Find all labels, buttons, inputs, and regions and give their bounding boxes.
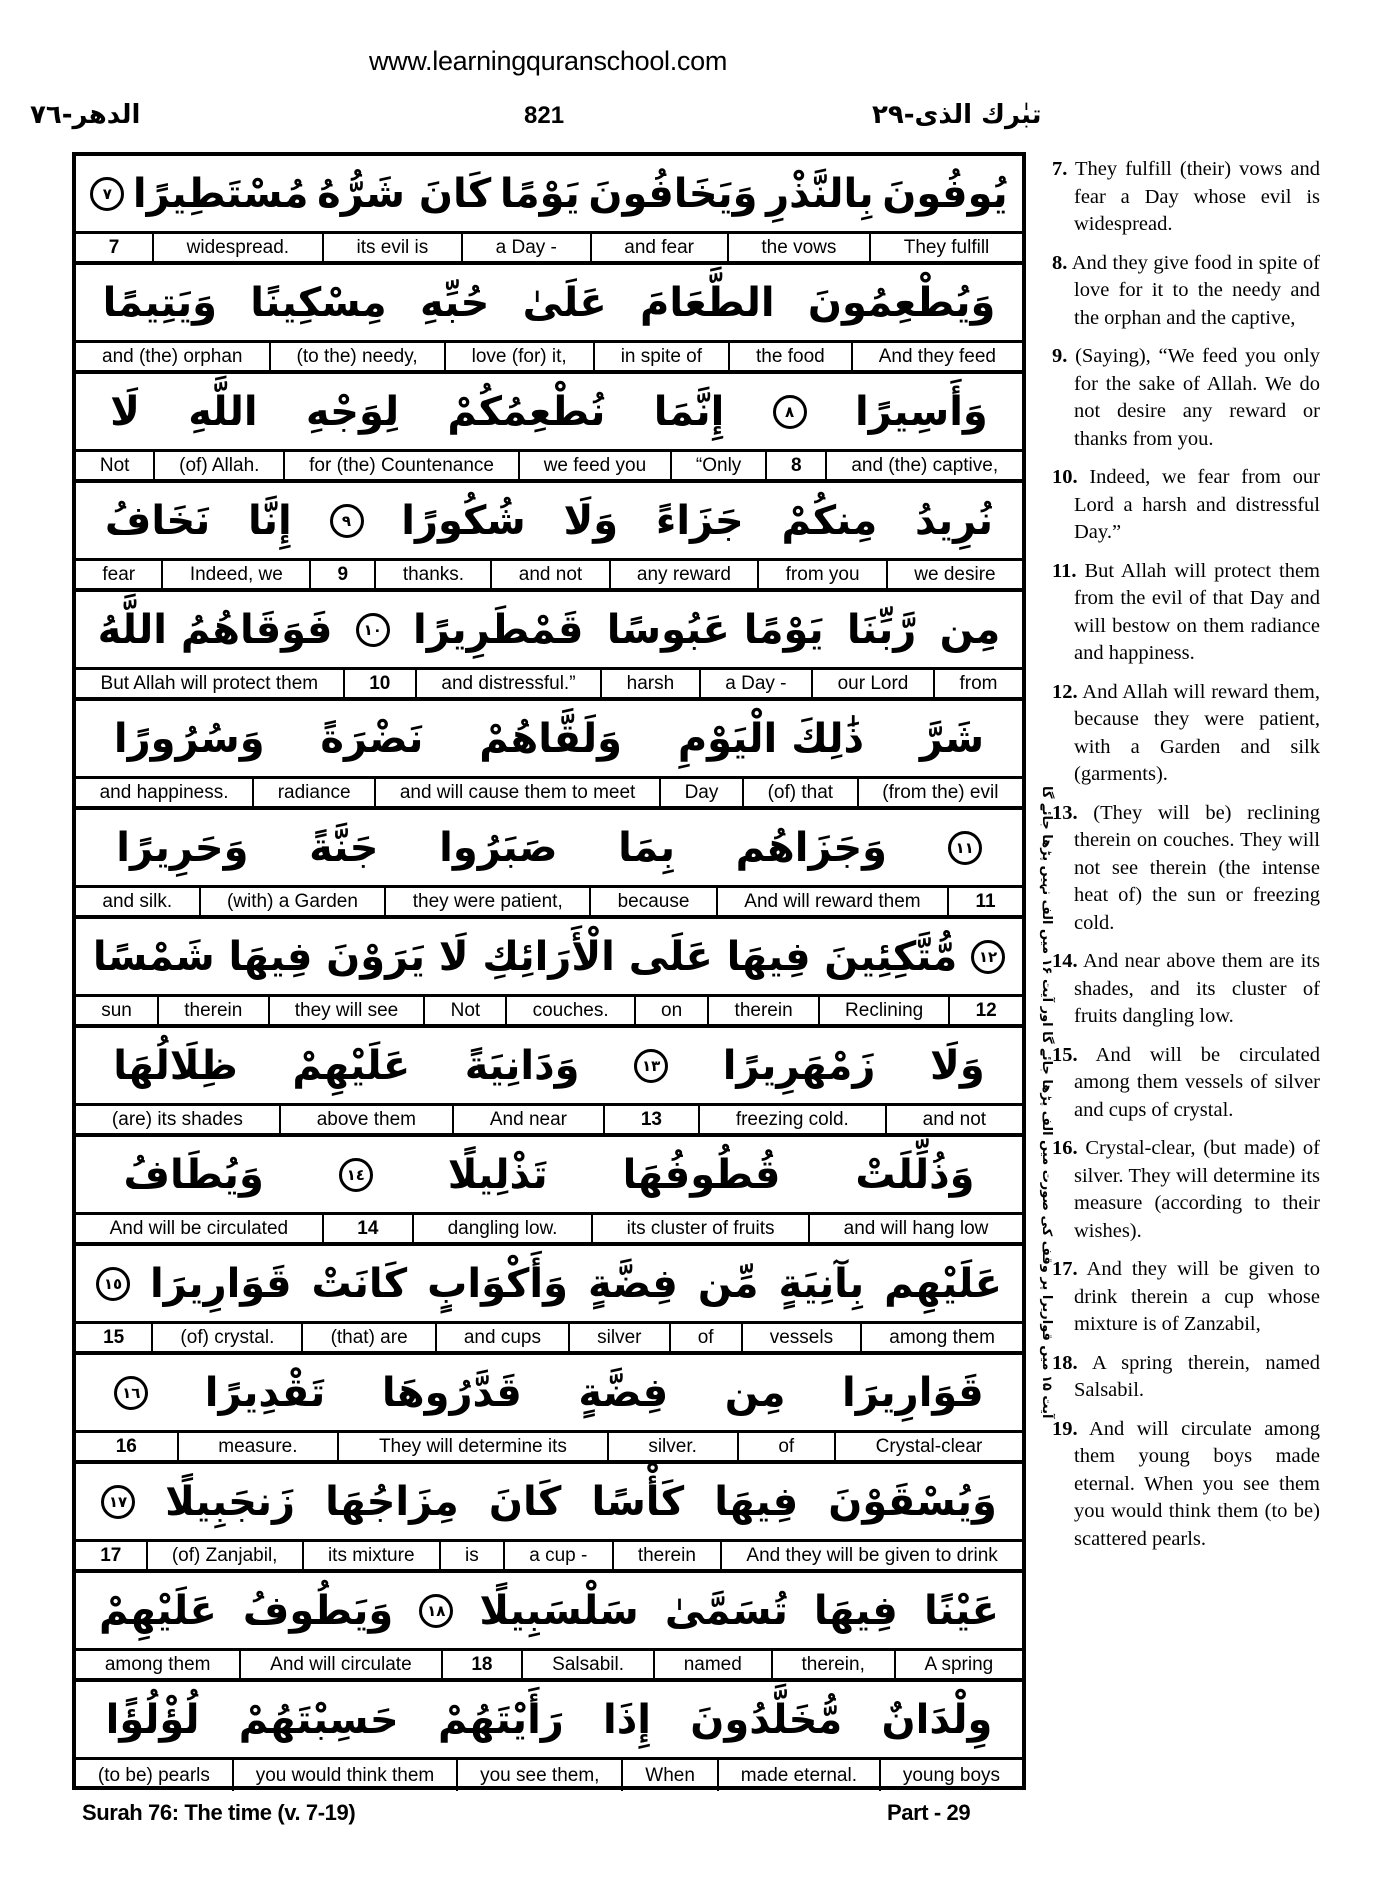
arabic-word: إِنَّمَا <box>653 388 725 435</box>
ayah-number-marker: ١٠ <box>356 613 390 647</box>
english-gloss-cell: And will circulate <box>241 1651 442 1678</box>
english-gloss-cell: sun <box>76 997 159 1024</box>
english-gloss-cell: made eternal. <box>719 1760 881 1791</box>
verse-number: 17. <box>1052 1258 1078 1280</box>
english-gloss-cell: radiance <box>254 779 376 806</box>
english-gloss-cell: harsh <box>602 670 701 697</box>
verse-number-cell: 11 <box>975 890 996 912</box>
arabic-row <box>76 374 1022 452</box>
translation-verse <box>1052 1350 1320 1405</box>
english-gloss-cell: (with) a Garden <box>201 888 387 915</box>
english-gloss-cell: our Lord <box>813 670 935 697</box>
english-row <box>76 670 1022 701</box>
arabic-word: عَلَيْهِمْ <box>292 1042 411 1089</box>
english-gloss-cell: measure. <box>179 1433 340 1460</box>
arabic-row <box>76 265 1022 343</box>
arabic-word: كَانَ شَرُّهُ <box>317 170 492 217</box>
verse-text: And they will be given to drink therein a cup whose mixture is of Zanzabil, <box>1074 1258 1320 1335</box>
translation-verse <box>1052 1135 1320 1245</box>
english-gloss-cell: (of) Allah. <box>155 452 285 479</box>
english-gloss-cell: its evil is <box>324 234 463 261</box>
verse-text: (They will be) reclining therein on couches. They will not see therein (the intense heat of) the sun or freezing cold. <box>1074 801 1320 934</box>
arabic-word: وِلْدَانٌ <box>881 1696 993 1743</box>
english-gloss-cell: and silk. <box>76 888 201 915</box>
english-row <box>76 1651 1022 1682</box>
word-by-word-table <box>72 152 1026 1790</box>
arabic-word: وَلَا <box>930 1042 985 1089</box>
english-gloss-cell: fear <box>76 561 163 588</box>
arabic-word: لُؤْلُؤًا <box>105 1696 200 1743</box>
ayah-number-marker: ١٤ <box>339 1158 373 1192</box>
arabic-word: قَوَارِيرَا <box>149 1260 292 1307</box>
english-gloss-cell: you would think them <box>234 1760 458 1791</box>
verse-text: Crystal-clear, (but made) of silver. They will determine its measure (according to their wishes). <box>1074 1137 1320 1242</box>
english-gloss-cell: you see them, <box>458 1760 623 1791</box>
english-gloss-cell: and distressful.” <box>417 670 602 697</box>
english-gloss-cell: among them <box>76 1651 241 1678</box>
verse-number: 13. <box>1052 801 1078 824</box>
english-gloss-cell: of <box>671 1324 743 1351</box>
arabic-word: نَخَافُ <box>104 497 211 544</box>
english-gloss-cell: among them <box>889 1326 995 1348</box>
arabic-word: قَوَارِيرَا <box>842 1369 984 1416</box>
verse-number-cell: 13 <box>605 1106 700 1133</box>
arabic-word: يُوفُونَ <box>882 170 1008 217</box>
arabic-word: وَيَطُوفُ <box>242 1587 394 1634</box>
translation-verse <box>1052 1042 1320 1125</box>
english-gloss-cell: widespread. <box>154 234 324 261</box>
ayah-number-marker: ٨ <box>773 395 807 429</box>
footer-surah-label: Surah 76: The time (v. 7-19) <box>82 1800 356 1825</box>
arabic-row <box>76 1246 1022 1324</box>
arabic-word: لِوَجْهِ <box>305 388 400 435</box>
arabic-word: فِضَّةٍ <box>587 1260 678 1307</box>
english-gloss-cell: (of) Zanjabil, <box>148 1542 304 1569</box>
arabic-word: جَنَّةً <box>309 824 379 871</box>
english-gloss-cell: And they will be given to drink <box>746 1544 998 1566</box>
translation-verse <box>1052 1416 1320 1554</box>
arabic-word: وَسُرُورًا <box>113 715 265 762</box>
english-gloss-cell: vessels <box>743 1324 863 1351</box>
arabic-word: فِيهَا <box>726 933 811 980</box>
arabic-row <box>76 592 1022 670</box>
english-row <box>76 1215 1022 1246</box>
arabic-word: عَلَىٰ <box>522 279 607 326</box>
arabic-row <box>76 1028 1022 1106</box>
arabic-word: بِآنِيَةٍ <box>778 1260 865 1307</box>
arabic-word: وَدَانِيَةً <box>464 1042 580 1089</box>
translation-verse <box>1052 948 1320 1031</box>
verse-number-cell: 7 <box>76 234 154 261</box>
english-gloss-cell: its cluster of fruits <box>593 1215 810 1242</box>
ayah-number-marker: ١٨ <box>419 1594 453 1628</box>
arabic-word: وَحَرِيرًا <box>116 824 249 871</box>
arabic-row <box>76 483 1022 561</box>
arabic-word: نَضْرَةً <box>320 715 424 762</box>
english-gloss-cell: and cups <box>437 1324 570 1351</box>
translation-verse <box>1052 800 1320 938</box>
verse-text: They fulfill (their) vows and fear a Day whose evil is widespread. <box>1074 158 1320 235</box>
verse-number: 16. <box>1052 1137 1078 1159</box>
english-gloss-cell: a cup - <box>505 1542 614 1569</box>
verse-number: 12. <box>1052 680 1078 703</box>
english-gloss-cell: from <box>959 672 998 694</box>
arabic-word: وَلَقَّاهُمْ <box>479 715 622 762</box>
arabic-word: عَلَيْهِمْ <box>99 1587 217 1634</box>
arabic-word: شُكُورًا <box>401 497 526 544</box>
arabic-word: فِضَّةٍ <box>578 1369 669 1416</box>
verse-number: 9. <box>1052 345 1068 367</box>
english-gloss-cell: is <box>441 1542 505 1569</box>
arabic-row <box>76 701 1022 779</box>
translation-verse <box>1052 250 1320 333</box>
ayah-number-marker: ٩ <box>330 504 364 538</box>
english-gloss-cell: and will cause them to meet <box>376 779 661 806</box>
english-gloss-cell: above them <box>281 1106 454 1133</box>
verse-number-cell: 14 <box>324 1215 414 1242</box>
arabic-row <box>76 1137 1022 1215</box>
english-gloss-cell: and (the) captive, <box>851 454 999 476</box>
english-gloss-cell: and not <box>922 1108 987 1130</box>
verse-number-cell: 10 <box>345 670 417 697</box>
verse-number: 19. <box>1052 1417 1078 1440</box>
english-gloss-cell: any reward <box>611 561 760 588</box>
english-gloss-cell: silver. <box>609 1433 739 1460</box>
margin-note-arabic: آیت ۱۵ میں قواریرا پر وقف کی صورت میں الف پڑھا جائے گا اور آیت ۱۶ میں الف نہیں پڑھا جائے گا <box>1039 785 1054 1418</box>
arabic-row <box>76 156 1022 234</box>
juz-name-arabic: تبٰرك الذى-٢٩ <box>872 100 1042 130</box>
english-row <box>76 888 1022 919</box>
english-gloss-cell: (to the) needy, <box>271 343 446 370</box>
english-gloss-cell: and not <box>492 561 610 588</box>
english-row <box>76 1760 1022 1791</box>
english-row <box>76 1324 1022 1355</box>
arabic-word: مِنكُمْ <box>781 497 878 544</box>
arabic-word: حُبِّهِ <box>419 279 490 326</box>
verse-number-cell: 17 <box>76 1542 148 1569</box>
arabic-row <box>76 810 1022 888</box>
arabic-word: مِن <box>939 606 1001 653</box>
verse-number-cell: 18 <box>443 1651 524 1678</box>
arabic-word: مُّتَّكِئِينَ <box>824 933 958 980</box>
arabic-word: شَمْسًا <box>92 933 215 980</box>
arabic-word: مِّن <box>697 1260 759 1307</box>
english-gloss-cell: (of) crystal. <box>153 1324 303 1351</box>
english-gloss-cell: couches. <box>507 997 635 1024</box>
arabic-word: نُطْعِمُكُمْ <box>447 388 606 435</box>
arabic-word: وَأَكْوَابٍ <box>427 1260 568 1307</box>
arabic-word: اللَّهِ <box>188 388 258 435</box>
english-gloss-cell: and will hang low <box>843 1217 989 1239</box>
english-gloss-cell: on <box>636 997 710 1024</box>
arabic-word: مُسْتَطِيرًا <box>132 170 309 217</box>
arabic-word: وَذُلِّلَتْ <box>855 1151 975 1198</box>
english-gloss-cell: (are) its shades <box>76 1106 281 1133</box>
english-row <box>76 997 1022 1028</box>
arabic-word: قَدَّرُوهَا <box>381 1369 522 1416</box>
arabic-word: كَانَ <box>488 1478 562 1525</box>
arabic-row <box>76 1682 1022 1760</box>
english-gloss-cell: they were patient, <box>386 888 591 915</box>
arabic-word: صَبَرُوا <box>439 824 558 871</box>
arabic-word: بِمَا <box>618 824 676 871</box>
surah-name-arabic: الدھر-٧٦ <box>30 100 141 130</box>
arabic-word: تَذْلِيلًا <box>447 1151 548 1198</box>
verse-number: 7. <box>1052 158 1068 180</box>
arabic-word: يَوْمًا عَبُوسًا <box>606 606 824 653</box>
english-gloss-cell: (of) that <box>744 779 859 806</box>
ayah-number-marker: ١٣ <box>634 1049 668 1083</box>
english-gloss-cell: from you <box>759 561 888 588</box>
arabic-word: بِالنَّذْرِ <box>766 170 874 217</box>
english-row <box>76 452 1022 483</box>
english-gloss-cell: A spring <box>924 1653 994 1675</box>
english-gloss-cell: And will reward them <box>718 888 949 915</box>
arabic-word: يَوْمًا <box>499 170 580 217</box>
english-gloss-cell: Not <box>76 452 155 479</box>
arabic-word: إِنَّا <box>247 497 292 544</box>
arabic-word: وَلَا <box>563 497 619 544</box>
page-number: 821 <box>524 102 565 129</box>
site-url: www.learningquranschool.com <box>368 46 728 76</box>
arabic-word: مُّخَلَّدُونَ <box>690 1696 843 1743</box>
verse-number: 14. <box>1052 950 1078 972</box>
arabic-word: مِزَاجُهَا <box>325 1478 459 1525</box>
english-gloss-cell: the vows <box>729 234 871 261</box>
translation-verse <box>1052 343 1320 453</box>
arabic-word: إِذَا <box>603 1696 651 1743</box>
arabic-word: مِن <box>724 1369 786 1416</box>
verse-text: And will circulate among them young boys made eternal. When you see them you would think them (to be) scattered pearls. <box>1074 1417 1320 1550</box>
arabic-word: ظِلَالُهَا <box>113 1042 238 1089</box>
arabic-word: شَرَّ <box>919 715 985 762</box>
english-gloss-cell: and fear <box>592 234 729 261</box>
english-gloss-cell: Reclining <box>820 997 951 1024</box>
arabic-word: نُرِيدُ <box>915 497 994 544</box>
english-row <box>76 779 1022 810</box>
english-gloss-cell: When <box>623 1760 719 1791</box>
english-gloss-cell: They fulfill <box>903 236 990 258</box>
verse-number-cell: 15 <box>76 1324 153 1351</box>
arabic-word: وَيُطْعِمُونَ <box>807 279 996 326</box>
arabic-word: فِيهَا <box>228 933 313 980</box>
arabic-word: عَيْنًا <box>923 1587 999 1634</box>
verse-text: And they give food in spite of love for it to the needy and the orphan and the captive, <box>1071 251 1320 329</box>
english-gloss-cell: they will see <box>270 997 426 1024</box>
footer-part-label: Part - 29 <box>887 1800 971 1825</box>
arabic-word: عَلَى الْأَرَائِكِ <box>482 933 713 980</box>
arabic-word: قَمْطَرِيرًا <box>412 606 584 653</box>
english-gloss-cell: therein <box>614 1542 723 1569</box>
english-gloss-cell: in spite of <box>595 343 730 370</box>
arabic-row <box>76 1573 1022 1651</box>
ayah-number-marker: ١٦ <box>114 1376 148 1410</box>
arabic-word: مِسْكِينًا <box>250 279 387 326</box>
arabic-row <box>76 1355 1022 1433</box>
verse-number-cell: 9 <box>311 561 376 588</box>
arabic-word: سَلْسَبِيلًا <box>479 1587 639 1634</box>
english-gloss-cell: Salsabil. <box>523 1651 655 1678</box>
arabic-word: كَأْسًا <box>591 1478 685 1525</box>
english-gloss-cell: of <box>739 1433 836 1460</box>
arabic-word: وَيَتِيمًا <box>102 279 217 326</box>
ayah-number-marker: ١٧ <box>101 1485 135 1519</box>
english-gloss-cell: And they feed <box>878 345 996 367</box>
english-gloss-cell: silver <box>570 1324 671 1351</box>
arabic-word: زَنجَبِيلًا <box>165 1478 296 1525</box>
english-row <box>76 1433 1022 1464</box>
arabic-word: رَأَيْتَهُمْ <box>437 1696 564 1743</box>
english-gloss-cell: Crystal-clear <box>875 1435 983 1457</box>
arabic-word: جَزَاءً <box>655 497 744 544</box>
english-gloss-cell: (that) are <box>303 1324 436 1351</box>
english-gloss-cell: And will be circulated <box>76 1215 324 1242</box>
ayah-number-marker: ١٥ <box>96 1267 130 1301</box>
verse-number-cell: 16 <box>76 1433 179 1460</box>
translation-column <box>1052 156 1320 1564</box>
translation-verse <box>1052 558 1320 668</box>
arabic-word: رَّبِّنَا <box>846 606 917 653</box>
english-gloss-cell: the food <box>730 343 853 370</box>
english-gloss-cell: a Day - <box>701 670 813 697</box>
ayah-number-marker: ٧ <box>90 177 124 211</box>
english-gloss-cell: a Day - <box>463 234 592 261</box>
verse-text: (Saying), “We feed you only for the sake of Allah. We do not desire any reward or thanks from you. <box>1074 345 1320 450</box>
verse-text: And Allah will reward them, because they were patient, with a Garden and silk (garments). <box>1074 680 1320 785</box>
arabic-row <box>76 1464 1022 1542</box>
arabic-word: وَأَسِيرًا <box>854 388 988 435</box>
english-gloss-cell: we feed you <box>520 452 672 479</box>
ayah-number-marker: ١٢ <box>971 940 1005 974</box>
verse-number: 15. <box>1052 1043 1078 1066</box>
english-gloss-cell: we desire <box>914 563 996 585</box>
english-gloss-cell: (to be) pearls <box>76 1760 234 1791</box>
english-gloss-cell: love (for) it, <box>446 343 595 370</box>
verse-number: 11. <box>1052 559 1077 582</box>
english-row <box>76 234 1022 265</box>
arabic-word: ذَٰلِكَ الْيَوْمِ <box>677 715 864 762</box>
english-gloss-cell: its mixture <box>304 1542 441 1569</box>
english-gloss-cell: therein <box>159 997 270 1024</box>
verse-text: And near above them are its shades, and its cluster of fruits dangling low. <box>1074 950 1320 1027</box>
english-gloss-cell: They will determine its <box>339 1433 608 1460</box>
arabic-word: فِيهَا <box>714 1478 799 1525</box>
english-row <box>76 561 1022 592</box>
arabic-word: تَقْدِيرًا <box>204 1369 326 1416</box>
translation-verse <box>1052 464 1320 547</box>
verse-number-cell: 12 <box>975 999 997 1021</box>
english-gloss-cell: named <box>655 1651 773 1678</box>
verse-text: And will be circulated among them vessels of silver and cups of crystal. <box>1074 1043 1320 1121</box>
english-gloss-cell: Not <box>425 997 507 1024</box>
english-gloss-cell: and (the) orphan <box>76 343 271 370</box>
english-gloss-cell: for (the) Countenance <box>285 452 520 479</box>
english-gloss-cell: (from the) evil <box>882 781 999 803</box>
arabic-word: حَسِبْتَهُمْ <box>238 1696 399 1743</box>
english-gloss-cell: thanks. <box>376 561 492 588</box>
english-gloss-cell: and happiness. <box>76 779 254 806</box>
arabic-word: تُسَمَّىٰ <box>664 1587 788 1634</box>
arabic-word: وَيُسْقَوْنَ <box>828 1478 997 1525</box>
english-gloss-cell: And near <box>454 1106 605 1133</box>
arabic-word: وَيَخَافُونَ <box>588 170 758 217</box>
english-gloss-cell: young boys <box>902 1764 1001 1786</box>
english-gloss-cell: Day <box>661 779 744 806</box>
arabic-word: عَلَيْهِم <box>884 1260 1002 1307</box>
english-gloss-cell: therein <box>709 997 820 1024</box>
english-row <box>76 1542 1022 1573</box>
english-gloss-cell: therein, <box>773 1651 896 1678</box>
english-gloss-cell: dangling low. <box>414 1215 593 1242</box>
english-gloss-cell: But Allah will protect them <box>76 670 345 697</box>
arabic-word: يَرَوْنَ <box>326 933 426 980</box>
english-gloss-cell: freezing cold. <box>700 1106 887 1133</box>
english-gloss-cell: Indeed, we <box>163 561 311 588</box>
arabic-word: لَا <box>110 388 140 435</box>
verse-number: 8. <box>1052 251 1068 274</box>
arabic-word: زَمْهَرِيرًا <box>722 1042 876 1089</box>
translation-verse <box>1052 679 1320 789</box>
verse-number: 18. <box>1052 1351 1078 1374</box>
arabic-word: قُطُوفُهَا <box>622 1151 781 1198</box>
verse-number: 10. <box>1052 466 1078 488</box>
arabic-word: الطَّعَامَ <box>640 279 775 326</box>
verse-text: But Allah will protect them from the evil of that Day and will bestow on them radiance and happiness. <box>1074 559 1320 664</box>
verse-text: Indeed, we fear from our Lord a harsh and distressful Day.” <box>1074 466 1320 543</box>
arabic-word: فَوَقَاهُمُ اللَّهُ <box>97 606 333 653</box>
verse-text: A spring therein, named Salsabil. <box>1074 1351 1320 1401</box>
arabic-word: كَانَتْ <box>311 1260 408 1307</box>
ayah-number-marker: ١١ <box>948 831 982 865</box>
translation-verse <box>1052 1256 1320 1339</box>
verse-number-cell: 8 <box>767 452 827 479</box>
english-row <box>76 343 1022 374</box>
english-gloss-cell: “Only <box>672 452 767 479</box>
arabic-word: لَا <box>438 933 469 980</box>
arabic-word: فِيهَا <box>813 1587 898 1634</box>
english-gloss-cell: because <box>591 888 718 915</box>
translation-verse <box>1052 156 1320 239</box>
arabic-row <box>76 919 1022 997</box>
english-row <box>76 1106 1022 1137</box>
arabic-word: وَيُطَافُ <box>123 1151 264 1198</box>
arabic-word: وَجَزَاهُم <box>735 824 888 871</box>
